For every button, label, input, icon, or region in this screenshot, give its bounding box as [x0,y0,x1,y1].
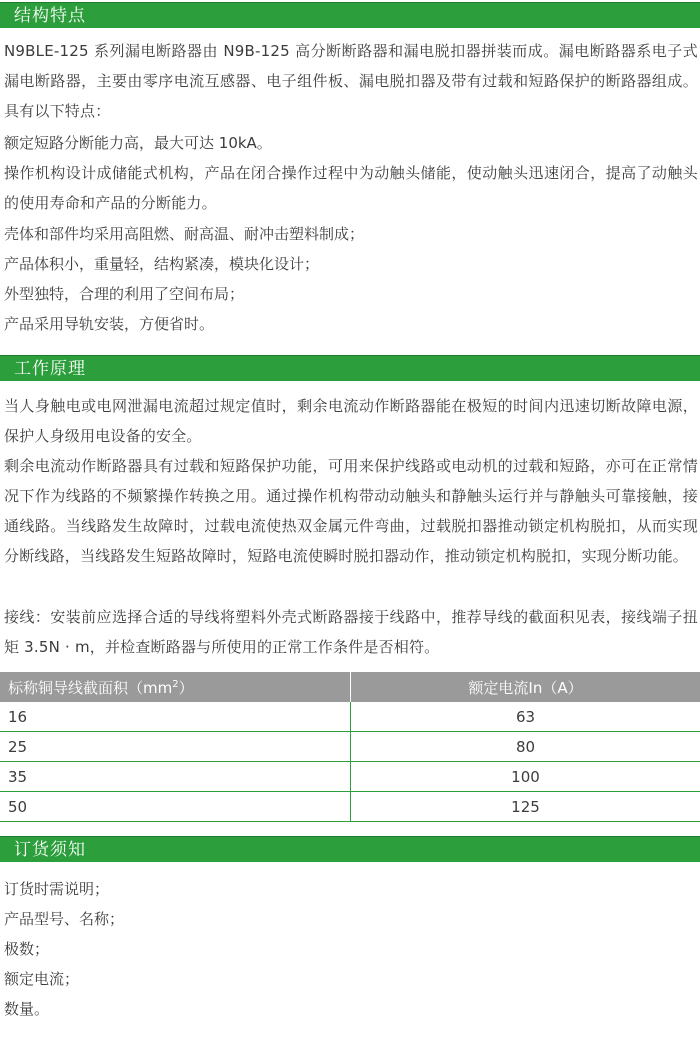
cell-rated-current: 80 [351,732,700,762]
feature-item: 外型独特，合理的利用了空间布局； [4,285,245,303]
section-header-principle [0,355,700,381]
ordering-item: 订货时需说明； [4,880,110,898]
cell-rated-current: 63 [351,702,700,732]
ordering-item: 极数； [4,940,50,958]
table-row [0,792,700,822]
principle-paragraph-2: 剩余电流动作断路器具有过载和短路保护功能，可用来保护线路或电动机的过载和短路，亦可在正常情况下作为线路的不频繁操作转换之用。通过操作机构带动动触头和静触头运行并与静触头可靠接触，接通线路。当线路发生故障时，过载电流使热双金属元件弯曲，过载脱扣器推动锁定机构脱扣，从而实现分断线路，当线路发生短路故障时，短路电流使瞬时脱扣器动作，推动锁定机构脱扣，实现分断功能。 [4,457,698,565]
feature-item: 额定短路分断能力高，最大可达 10kA。 [4,134,272,152]
cell-cross-section: 50 [0,792,351,822]
ordering-item: 数量。 [4,1000,50,1018]
section-title-ordering: 订货须知 [14,840,86,860]
table-header-cross-section [0,672,351,702]
section-title-principle: 工作原理 [14,359,86,379]
feature-item: 产品体积小，重量轻，结构紧凑，模块化设计； [4,255,320,273]
cell-rated-current: 125 [351,792,700,822]
principle-paragraph-3: 接线：安装前应选择合适的导线将塑料外壳式断路器接于线路中，推荐导线的截面积见表，接线端子扭矩 3.5N · m，并检查断路器与所使用的正常工作条件是否相符。 [4,608,698,656]
feature-item: 产品采用导轨安装，方便省时。 [4,315,215,333]
features-intro: N9BLE-125 系列漏电断路器由 N9B-125 高分断断路器和漏电脱扣器拼装而成。漏电断路器系电子式漏电断路器，主要由零序电流互感器、电子组件板、漏电脱扣器及带有过载和短路保护的断路器组成。具有以下特点： [4,42,698,120]
feature-item: 操作机构设计成储能式机构，产品在闭合操作过程中为动触头储能，使动触头迅速闭合，提高了动触头的使用寿命和产品的分断能力。 [4,164,698,212]
ordering-item: 额定电流； [4,970,80,988]
wire-spec-table [0,672,700,822]
section-title-features: 结构特点 [14,6,86,26]
feature-item: 壳体和部件均采用高阻燃、耐高温、耐冲击塑料制成； [4,225,365,243]
principle-paragraph-1: 当人身触电或电网泄漏电流超过规定值时，剩余电流动作断路器能在极短的时间内迅速切断故障电源，保护人身级用电设备的安全。 [4,397,698,445]
table-header-row [0,672,700,702]
cell-cross-section: 16 [0,702,351,732]
table-row [0,702,700,732]
table-row [0,732,700,762]
header-superscript: 2 [172,678,179,690]
table-row [0,762,700,792]
cell-cross-section: 35 [0,762,351,792]
table-header-rated-current: 额定电流In（A） [351,672,700,702]
section-header-features [0,2,700,28]
header-close-paren: ） [178,678,194,697]
cell-cross-section: 25 [0,732,351,762]
header-cross-section-text: 标称铜导线截面积（mm [8,678,173,697]
cell-rated-current: 100 [351,762,700,792]
section-header-ordering [0,836,700,862]
ordering-item: 产品型号、名称； [4,910,125,928]
